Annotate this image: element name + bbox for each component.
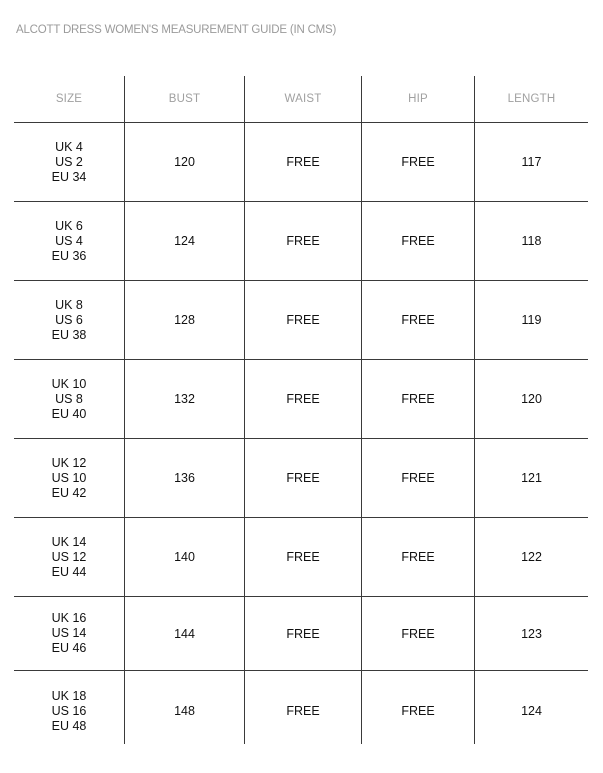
hip-value: FREE [401, 234, 435, 248]
us-size: US 14 [51, 626, 87, 640]
size-cell [14, 518, 124, 596]
eu-size: EU 34 [51, 169, 87, 184]
uk-size: UK 10 [51, 376, 87, 391]
size-cell [14, 360, 124, 438]
uk-size: UK 16 [51, 611, 87, 625]
hip-value: FREE [401, 704, 435, 718]
size-cell [14, 202, 124, 280]
waist-value: FREE [286, 155, 320, 169]
waist-value: FREE [286, 313, 320, 327]
eu-size: EU 40 [51, 406, 87, 421]
bust-value: 124 [174, 234, 195, 248]
bust-value: 132 [174, 392, 195, 406]
eu-size: EU 42 [51, 485, 87, 500]
bust-value: 140 [174, 550, 195, 564]
length-value: 117 [521, 155, 542, 169]
hip-value: FREE [401, 155, 435, 169]
us-size: US 6 [55, 312, 83, 327]
uk-size: UK 8 [55, 297, 83, 312]
us-size: US 10 [51, 470, 87, 485]
bust-value: 136 [174, 471, 195, 485]
eu-size: EU 36 [51, 248, 87, 263]
eu-size: EU 38 [51, 327, 87, 342]
waist-value: FREE [286, 392, 320, 406]
size-cell [14, 123, 124, 201]
waist-value: FREE [286, 704, 320, 718]
length-value: 124 [521, 704, 542, 718]
hip-value: FREE [401, 550, 435, 564]
hip-value: FREE [401, 471, 435, 485]
us-size: US 8 [55, 391, 83, 406]
length-value: 121 [521, 471, 542, 485]
length-value: 119 [521, 313, 542, 327]
us-size: US 4 [55, 233, 83, 248]
header-waist: WAIST [284, 93, 322, 105]
length-value: 123 [521, 626, 542, 641]
bust-value: 148 [174, 704, 195, 718]
us-size: US 16 [51, 703, 87, 718]
size-cell [14, 281, 124, 359]
length-value: 120 [521, 392, 542, 406]
hip-value: FREE [401, 313, 435, 327]
eu-size: EU 48 [51, 718, 87, 733]
header-bust: BUST [168, 93, 201, 105]
eu-size: EU 46 [51, 641, 87, 655]
eu-size: EU 44 [51, 564, 87, 579]
uk-size: UK 4 [55, 139, 83, 154]
waist-value: FREE [286, 234, 320, 248]
uk-size: UK 12 [51, 455, 87, 470]
header-hip: HIP [408, 93, 428, 105]
waist-value: FREE [286, 550, 320, 564]
uk-size: UK 14 [51, 534, 87, 549]
length-value: 122 [521, 550, 542, 564]
hip-value: FREE [401, 392, 435, 406]
waist-value: FREE [286, 626, 320, 641]
bust-value: 120 [174, 155, 195, 169]
size-cell [14, 439, 124, 517]
length-value: 118 [521, 234, 542, 248]
us-size: US 2 [55, 154, 83, 169]
waist-value: FREE [286, 471, 320, 485]
uk-size: UK 6 [55, 218, 83, 233]
size-cell [14, 597, 124, 670]
header-size: SIZE [55, 93, 83, 105]
bust-value: 128 [174, 313, 195, 327]
header-length: LENGTH [507, 93, 556, 105]
page-title: ALCOTT DRESS WOMEN'S MEASUREMENT GUIDE (IN CMS) [16, 24, 337, 36]
hip-value: FREE [401, 626, 435, 641]
size-cell [14, 671, 124, 751]
us-size: US 12 [51, 549, 87, 564]
uk-size: UK 18 [51, 688, 87, 703]
bust-value: 144 [174, 626, 195, 641]
